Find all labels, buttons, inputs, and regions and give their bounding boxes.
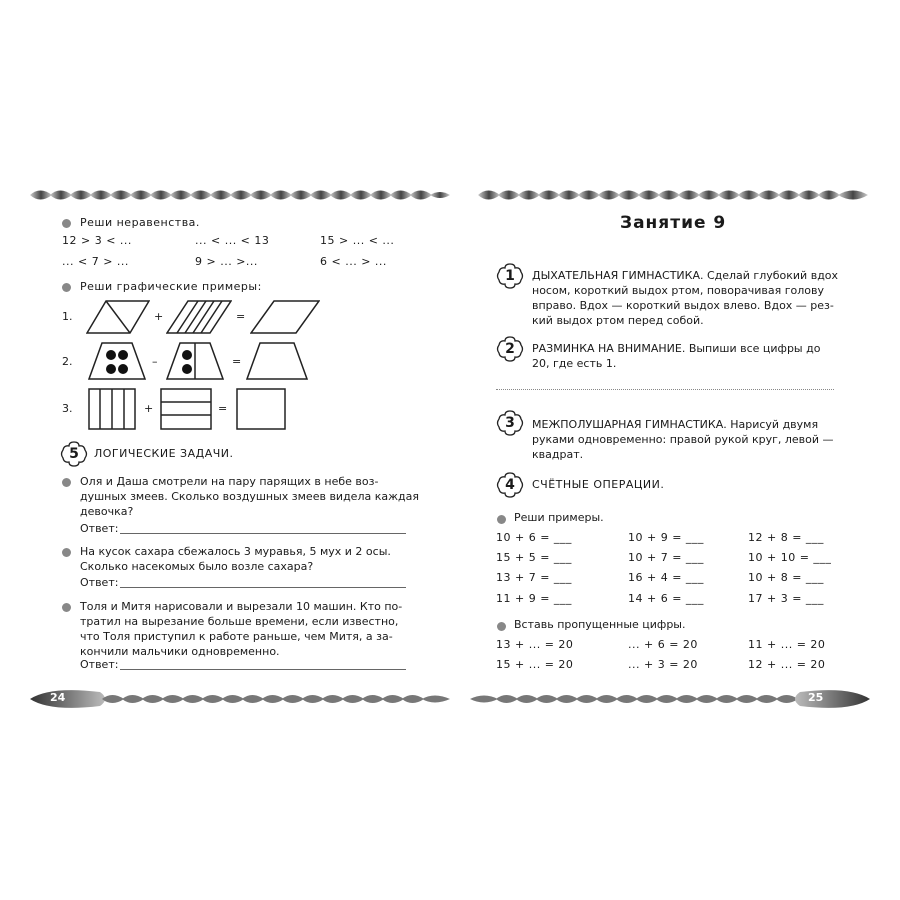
parallelogram-striped-shape [166, 300, 232, 334]
example-item: 16 + 4 = ___ [628, 571, 704, 584]
section-title: ЛОГИЧЕСКИЕ ЗАДАЧИ. [94, 447, 234, 460]
example-item: 10 + 6 = ___ [496, 531, 572, 544]
bullet-dot [62, 603, 71, 612]
answer-line[interactable] [120, 532, 406, 534]
missing-instruction: Вставь пропущенные цифры. [514, 618, 686, 631]
square-vertical-stripes-shape [88, 388, 136, 430]
section-title: СЧЁТНЫЕ ОПЕРАЦИИ. [532, 478, 665, 491]
half-trapezoid-dots-shape [166, 342, 224, 380]
section-text: МЕЖПОЛУШАРНАЯ ГИМНАСТИКА. Нарисуй двумя руками одновременно: правой рукой круг, левой — квадрат. [532, 418, 834, 461]
section-number: 3 [505, 415, 515, 431]
example-item: 13 + 7 = ___ [496, 571, 572, 584]
bullet-dot [62, 478, 71, 487]
bullet-dot [497, 515, 506, 524]
example-item: 11 + 9 = ___ [496, 592, 572, 605]
missing-item: 11 + ... = 20 [748, 638, 826, 651]
square-horizontal-stripes-shape [160, 388, 212, 430]
task-text: Толя и Митя нарисовали и вырезали 10 машин. Кто по- тратил на вырезание больше времени, если известно, что Толя приступил к работе раньше, чем Митя, а за- кончили мальчики одновременно. [80, 600, 403, 658]
operator-equals: = [232, 355, 242, 368]
examples-instruction: Реши примеры. [514, 511, 604, 524]
section-number: 1 [505, 268, 515, 284]
graphic-row-number: 3. [62, 402, 73, 415]
answer-parallelogram-shape [250, 300, 320, 334]
answer-label: Ответ: [80, 658, 119, 671]
section-number: 4 [505, 477, 515, 493]
example-item: 10 + 7 = ___ [628, 551, 704, 564]
inequality-item: ... < 7 > ... [62, 255, 129, 268]
top-ornament-left [30, 186, 450, 204]
example-item: 15 + 5 = ___ [496, 551, 572, 564]
bullet-dot [497, 622, 506, 631]
inequality-item: 6 < ... > ... [320, 255, 387, 268]
operator-plus: + [144, 402, 154, 415]
answer-line[interactable] [496, 388, 834, 390]
example-item: 10 + 9 = ___ [628, 531, 704, 544]
missing-item: ... + 6 = 20 [628, 638, 698, 651]
graphic-row-number: 2. [62, 355, 73, 368]
answer-line[interactable] [120, 668, 406, 670]
inequalities-instruction: Реши неравенства. [80, 216, 200, 229]
answer-square-shape [236, 388, 286, 430]
example-item: 12 + 8 = ___ [748, 531, 824, 544]
inequality-item: 15 > ... < ... [320, 234, 395, 247]
section-number: 5 [69, 446, 79, 462]
top-ornament-right [478, 186, 868, 204]
missing-item: ... + 3 = 20 [628, 658, 698, 671]
inequality-item: 12 > 3 < ... [62, 234, 132, 247]
task-text: Оля и Даша смотрели на пару парящих в небе воз- душных змеев. Сколько воздушных змеев видела каждая девочка? [80, 475, 419, 518]
missing-item: 13 + ... = 20 [496, 638, 574, 651]
operator-minus: – [152, 355, 158, 368]
answer-line[interactable] [120, 586, 406, 588]
example-item: 10 + 10 = ___ [748, 551, 832, 564]
lesson-title: Занятие 9 [620, 213, 727, 233]
page-number: 25 [808, 691, 824, 704]
section-text: ДЫХАТЕЛЬНАЯ ГИМНАСТИКА. Сделай глубокий вдох носом, короткий выдох ртом, поворачивая голову вправо. Вдох — короткий выдох влево. Вдох — рез- кий выдох ртом перед собой. [532, 269, 839, 327]
example-item: 10 + 8 = ___ [748, 571, 824, 584]
operator-equals: = [218, 402, 228, 415]
missing-item: 12 + ... = 20 [748, 658, 826, 671]
bullet-dot [62, 219, 71, 228]
parallelogram-split-shape [86, 300, 150, 334]
bottom-ornament-left [30, 686, 450, 712]
operator-plus: + [154, 310, 164, 323]
page-number: 24 [50, 691, 66, 704]
example-item: 17 + 3 = ___ [748, 592, 824, 605]
answer-label: Ответ: [80, 522, 119, 535]
bullet-dot [62, 283, 71, 292]
task-text: На кусок сахара сбежалось 3 муравья, 5 мух и 2 осы. Сколько насекомых было возле сахара? [80, 545, 391, 573]
section-number: 2 [505, 341, 515, 357]
trapezoid-four-dots-shape [88, 342, 146, 380]
section-text: РАЗМИНКА НА ВНИМАНИЕ. Выпиши все цифры до 20, где есть 1. [532, 342, 821, 370]
operator-equals: = [236, 310, 246, 323]
answer-trapezoid-shape [246, 342, 308, 380]
inequality-item: 9 > ... >... [195, 255, 258, 268]
missing-item: 15 + ... = 20 [496, 658, 574, 671]
answer-label: Ответ: [80, 576, 119, 589]
graphic-row-number: 1. [62, 310, 73, 323]
bullet-dot [62, 548, 71, 557]
example-item: 14 + 6 = ___ [628, 592, 704, 605]
graphic-instruction: Реши графические примеры: [80, 280, 262, 293]
inequality-item: ... < ... < 13 [195, 234, 270, 247]
